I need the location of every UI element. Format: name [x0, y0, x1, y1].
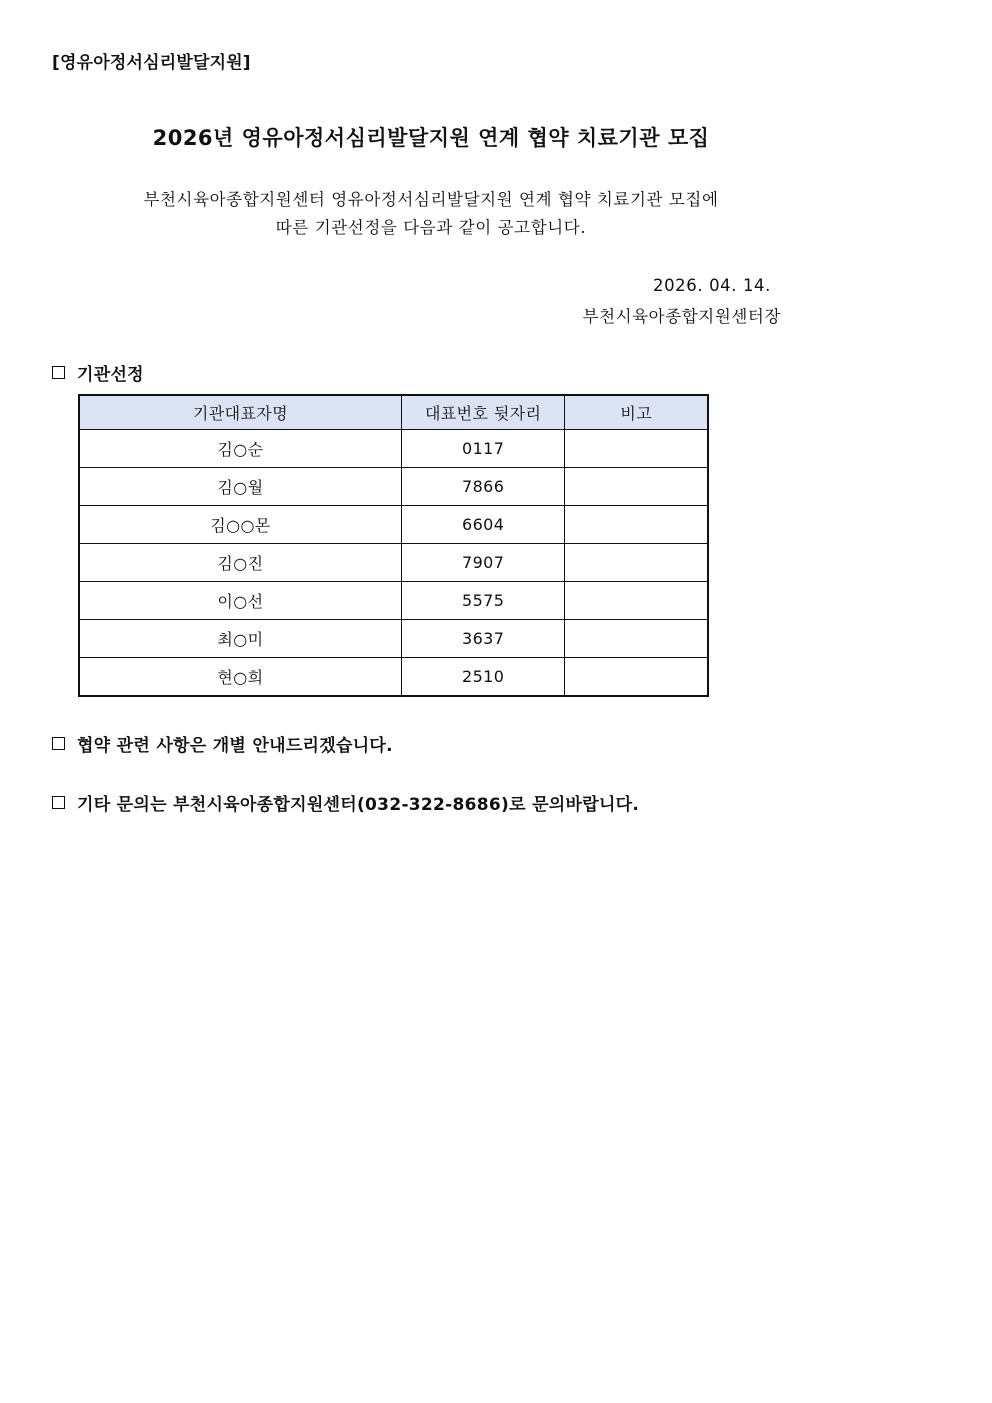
- table-row: [79, 658, 708, 697]
- cell-name: 이○선: [79, 582, 401, 620]
- cell-note: [565, 506, 708, 544]
- section-selection: [52, 360, 144, 385]
- table-row: [79, 430, 708, 468]
- intro-paragraph: [0, 186, 862, 242]
- cell-note: [565, 430, 708, 468]
- header-name: 기관대표자명: [79, 395, 401, 430]
- cell-name: 현○희: [79, 658, 401, 697]
- table-header-row: [79, 395, 708, 430]
- intro-line-1: 부천시육아종합지원센터 영유아정서심리발달지원 연계 협약 치료기관 모집에: [143, 190, 719, 209]
- cell-name: 김○순: [79, 430, 401, 468]
- section-selection-title: 기관선정: [77, 365, 144, 385]
- page-title: 2026년 영유아정서심리발달지원 연계 협약 치료기관 모집: [152, 126, 710, 150]
- checkbox-square-icon: [52, 366, 65, 379]
- institution-table: [78, 394, 709, 697]
- cell-note: [565, 582, 708, 620]
- table-row: [79, 506, 708, 544]
- cell-name: 김○월: [79, 468, 401, 506]
- cell-name: 김○진: [79, 544, 401, 582]
- checkbox-square-icon: [52, 796, 65, 809]
- cell-phone: 2510: [401, 658, 565, 697]
- notice-date: 2026. 04. 14.: [652, 276, 771, 295]
- section-agreement-text: 협약 관련 사항은 개별 안내드리겠습니다.: [77, 736, 393, 756]
- header-phone: 대표번호 뒷자리: [401, 395, 565, 430]
- cell-phone: 6604: [401, 506, 565, 544]
- checkbox-square-icon: [52, 737, 65, 750]
- cell-note: [565, 544, 708, 582]
- cell-name: 김○○몬: [79, 506, 401, 544]
- table-row: [79, 544, 708, 582]
- cell-phone: 7907: [401, 544, 565, 582]
- cell-phone: 7866: [401, 468, 565, 506]
- cell-name: 최○미: [79, 620, 401, 658]
- table-row: [79, 582, 708, 620]
- section-inquiry-text: 기타 문의는 부천시육아종합지원센터(032-322-8686)로 문의바랍니다.: [77, 795, 640, 815]
- cell-note: [565, 468, 708, 506]
- table-row: [79, 468, 708, 506]
- cell-note: [565, 658, 708, 697]
- section-agreement: [52, 731, 393, 756]
- header-tag: [영유아정서심리발달지원]: [52, 53, 251, 73]
- cell-note: [565, 620, 708, 658]
- intro-line-2: 따른 기관선정을 다음과 같이 공고합니다.: [275, 218, 587, 237]
- table-row: [79, 620, 708, 658]
- issuer: 부천시육아종합지원센터장: [582, 307, 781, 326]
- cell-phone: 3637: [401, 620, 565, 658]
- section-inquiry: [52, 790, 639, 815]
- cell-phone: 0117: [401, 430, 565, 468]
- header-note: 비고: [565, 395, 708, 430]
- cell-phone: 5575: [401, 582, 565, 620]
